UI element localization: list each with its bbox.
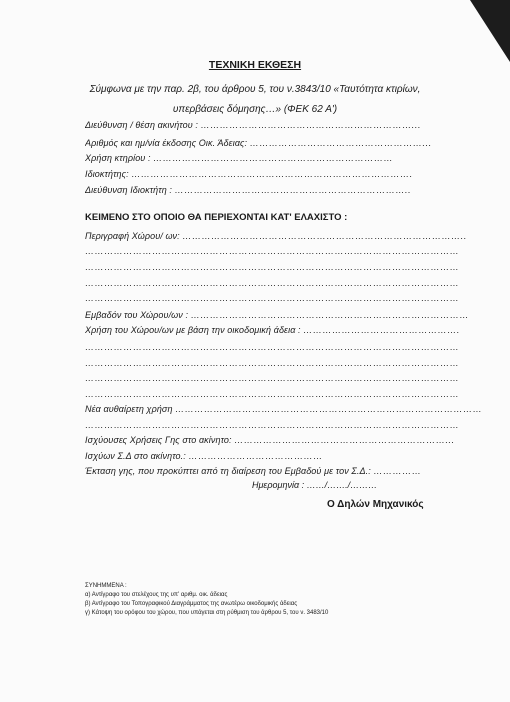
attachments-title: ΣΥΝΗΜΜΕΝΑ :: [85, 583, 127, 589]
field-label: Ιδιοκτήτης:: [85, 169, 129, 179]
signature-label: Ο Δηλών Μηχανικός: [327, 499, 424, 510]
field-permitted-use: [85, 325, 460, 335]
field-permit-number-date: [85, 138, 432, 148]
blank-line: ………………………………………………………………………………………………………: [85, 246, 460, 256]
blank-line: ………………………………………………………………………………………………………: [85, 358, 460, 368]
document-subtitle: [85, 80, 425, 120]
field-new-use: [85, 404, 482, 414]
field-fill: ……………………………………………………………………………: [190, 310, 470, 320]
field-label: Χρήση του Χώρου/ων με βάση την οικοδομική άδεια :: [85, 325, 301, 335]
attachment-item: α) Αντίγραφο του στελέχους της υπ' αριθμ. οικ. άδειας: [85, 592, 228, 598]
field-label: Περιγραφή Χώρου/ ων:: [85, 231, 180, 241]
field-building-coefficient: [85, 451, 323, 461]
field-fill: …………………………………………………………...: [234, 435, 455, 445]
field-owner: [85, 169, 413, 179]
field-fill: ……………………………………: [188, 451, 323, 461]
field-fill: ……………………………………………………………………………………: [175, 404, 483, 414]
field-owner-address: [85, 185, 411, 195]
blank-line: ………………………………………………………………………………………………………: [85, 342, 460, 352]
field-fill: ………………………………………………………………..: [174, 185, 412, 195]
blank-line: ………………………………………………………………………………………………………: [85, 389, 460, 399]
field-property-address: [85, 120, 421, 130]
field-label: Έκταση γης, που προκύπτει από τη διαίρεση του Εμβαδού με τον Σ.Δ.:: [85, 466, 371, 476]
attachment-item: γ) Κάτοψη του ορόφου του χώρου, που υπάγεται στη ρύθμιση του άρθρου 5, του ν. 3483/10: [85, 610, 329, 616]
date-value: ……/……./………: [306, 480, 378, 490]
section-heading: ΚΕΙΜΕΝΟ ΣΤΟ ΟΠΟΙΟ ΘΑ ΠΕΡΙΕΧΟΝΤΑΙ ΚΑΤ' ΕΛΑΧΙΣΤΟ :: [85, 212, 348, 223]
field-land-area: [85, 466, 421, 476]
date-line: [252, 480, 377, 490]
blank-line: ………………………………………………………………………………………………………: [85, 293, 460, 303]
field-label: Διεύθυνση Ιδιοκτήτη :: [85, 185, 173, 195]
blank-line: ………………………………………………………………………………………………………: [85, 262, 460, 272]
field-label: Ισχύουσες Χρήσεις Γης στο ακίνητο:: [85, 435, 232, 445]
field-label: Ισχύων Σ.Δ στο ακίνητο.:: [85, 451, 186, 461]
document-title: ΤΕΧΝΙΚΗ ΕΚΘΕΣΗ: [208, 59, 302, 71]
field-fill: ………………………………………….: [303, 325, 460, 335]
blank-line: ………………………………………………………………………………………………………: [85, 278, 460, 288]
attachment-item: β) Αντίγραφο του Τοπογραφικού Διαγράμματος της ανωτέρω οικοδομικής άδειας: [85, 601, 298, 607]
attachments-block: [85, 582, 328, 618]
folded-corner: [470, 0, 510, 62]
blank-line: ………………………………………………………………………………………………………: [85, 373, 460, 383]
field-fill: …………………………………………………………………: [153, 153, 394, 163]
field-fill: ………………………………………………...: [249, 138, 432, 148]
field-label: Εμβαδόν του Χώρου/ων :: [85, 310, 189, 320]
subtitle-line-1: Σύμφωνα με την παρ. 2β, του άρθρου 5, του ν.3843/10 «Ταυτότητα κτιρίων,: [89, 84, 421, 95]
field-fill: ……………: [373, 466, 422, 476]
subtitle-line-2: υπερβάσεις δόμησης…» (ΦΕΚ 62 Α'): [172, 104, 338, 115]
field-fill: ……………………………………………………………………………..: [182, 231, 467, 241]
field-land-use: [85, 435, 455, 445]
field-label: Διεύθυνση / θέση ακινήτου :: [85, 120, 198, 130]
field-label: Νέα αυθαίρετη χρήση: [85, 404, 173, 414]
field-space-description: [85, 231, 467, 241]
field-fill: …………………………………………………………...: [200, 120, 422, 130]
field-space-area: [85, 310, 469, 320]
field-building-use: [85, 153, 393, 163]
field-fill: …………………………………………………………………………….: [131, 169, 413, 179]
field-label: Αριθμός και ημ/νία έκδοσης Οικ. Άδειας:: [85, 138, 248, 148]
date-label: Ημερομηνία :: [252, 480, 305, 490]
field-label: Χρήση κτηρίου :: [85, 153, 151, 163]
blank-line: ………………………………………………………………………………………………………: [85, 420, 460, 430]
